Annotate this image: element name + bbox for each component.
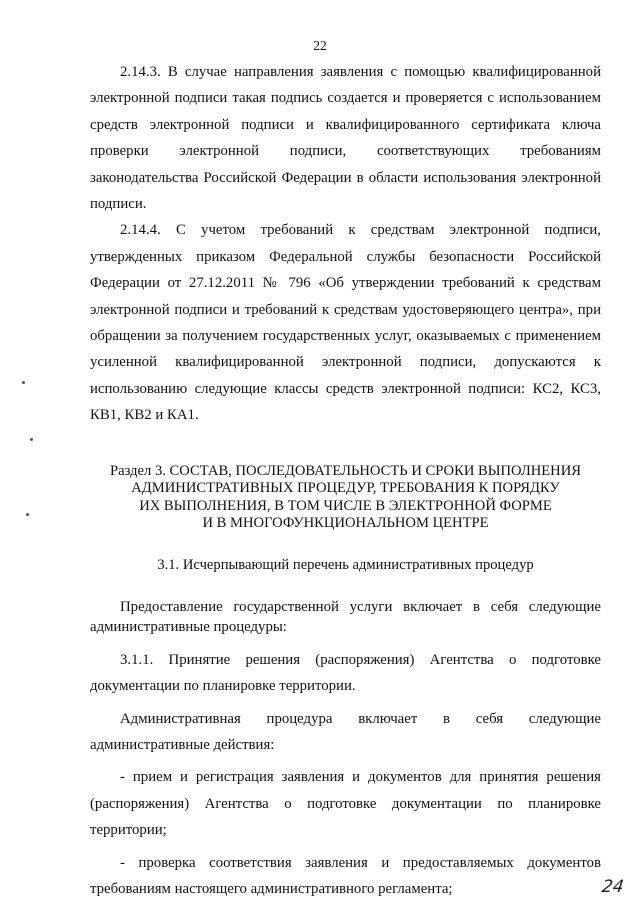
section-heading-line: Раздел 3. СОСТАВ, ПОСЛЕДОВАТЕЛЬНОСТЬ И СРОКИ ВЫПОЛНЕНИЯ (110, 462, 581, 479)
list-item-verification: - проверка соответствия заявления и предоставляемых документов требованиям настоящего административного регламента; (90, 854, 601, 897)
section-heading-line: АДМИНИСТРАТИВНЫХ ПРОЦЕДУР, ТРЕБОВАНИЯ К ПОРЯДКУ (131, 480, 560, 497)
handwritten-page-number: 24 (600, 877, 626, 897)
section-heading-line: И В МНОГОФУНКЦИОНАЛЬНОМ ЦЕНТРЕ (202, 515, 489, 532)
paragraph-3-1-1: 3.1.1. Принятие решения (распоряжения) Агентства о подготовке документации по планировке территории. (90, 651, 601, 695)
scan-speck (30, 438, 33, 441)
scan-speck (26, 513, 29, 516)
scan-speck (22, 381, 25, 384)
page-number: 22 (313, 38, 327, 53)
section-heading-line: ИХ ВЫПОЛНЕНИЯ, В ТОМ ЧИСЛЕ В ЭЛЕКТРОННОЙ ФОРМЕ (139, 497, 552, 514)
list-item-reception: - прием и регистрация заявления и документов для принятия решения (распоряжения) Агентства о подготовке документации по планировке территории; (90, 769, 601, 839)
paragraph-2-14-4: 2.14.4. С учетом требований к средствам электронной подписи, утвержденных приказом Федеральной службы безопасности Российской Федерации от 27.12.2011 № 796 «Об утверждении требований к средствам электронной подписи и требований к средствам удостоверяющего центра», при обращении за получением государственных услуг, оказываемых с применением усиленной квалифицированной электронной подписи, допускаются к использованию следующие классы средств электронной подписи: КС2, КС3, КВ1, КВ2 и КА1. (90, 222, 601, 424)
paragraph-2-14-3: 2.14.3. В случае направления заявления с помощью квалифицированной электронной подписи такая подпись создается и проверяется с использованием средств электронной подписи и квалифицированного сертификата ключа проверки электронной подписи, соответствующих требованиям законодательства Российской Федерации в области использования электронной подписи. (90, 64, 601, 213)
subsection-3-1-heading: 3.1. Исчерпывающий перечень административных процедур (157, 556, 534, 573)
section-3-heading (90, 463, 601, 533)
paragraph-procedures-intro: Предоставление государственной услуги включает в себя следующие административные процедуры: (90, 598, 601, 635)
paragraph-procedure-actions: Административная процедура включает в себя следующие административные действия: (90, 710, 601, 753)
document-body (90, 59, 601, 902)
